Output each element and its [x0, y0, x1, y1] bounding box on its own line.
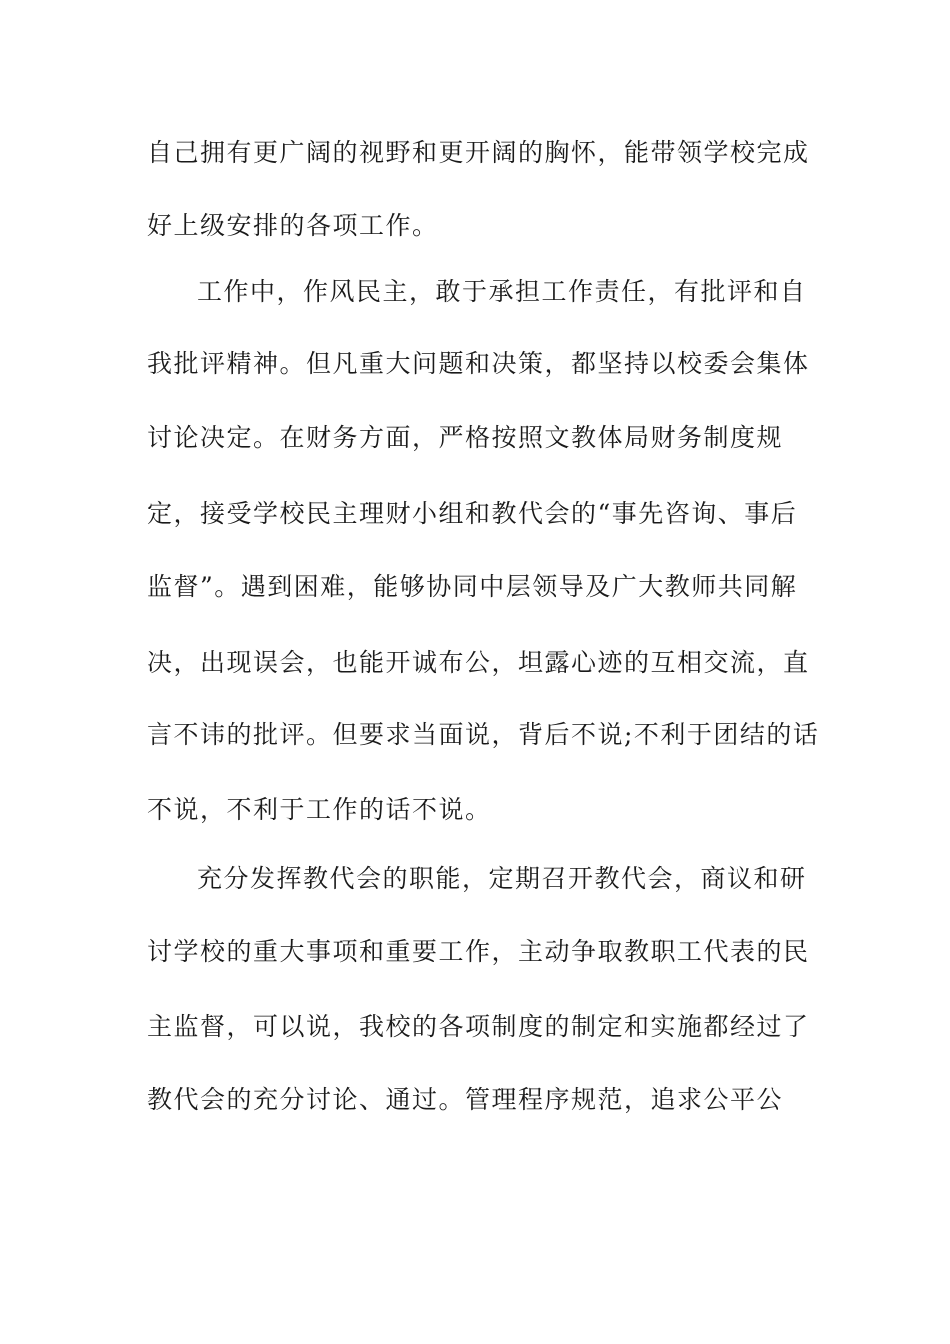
- text-line: 言不讳的批评。但要求当面说，背后不说;不利于团结的话: [147, 720, 820, 749]
- paragraph-start-line: 工作中，作风民主，敢于承担工作责任，有批评和自: [197, 277, 807, 306]
- text-line: 教代会的充分讨论、通过。管理程序规范，追求公平公: [147, 1085, 784, 1114]
- text-line: 定，接受学校民主理财小组和教代会的“事先咨询、事后: [147, 499, 798, 528]
- text-line: 决，出现误会，也能开诚布公，坦露心迹的互相交流，直: [147, 648, 810, 677]
- text-line: 主监督，可以说，我校的各项制度的制定和实施都经过了: [147, 1012, 810, 1041]
- text-line: 好上级安排的各项工作。: [147, 211, 439, 240]
- text-line: 我批评精神。但凡重大问题和决策，都坚持以校委会集体: [147, 349, 810, 378]
- text-line: 监督”。遇到困难，能够协同中层领导及广大教师共同解: [147, 572, 798, 601]
- text-line: 自己拥有更广阔的视野和更开阔的胸怀，能带领学校完成: [147, 138, 810, 167]
- text-line: 讨学校的重大事项和重要工作，主动争取教职工代表的民: [147, 937, 810, 966]
- text-line: 讨论决定。在财务方面，严格按照文教体局财务制度规: [147, 423, 784, 452]
- paragraph-start-line: 充分发挥教代会的职能，定期召开教代会，商议和研: [197, 864, 807, 893]
- text-line: 不说，不利于工作的话不说。: [147, 795, 492, 824]
